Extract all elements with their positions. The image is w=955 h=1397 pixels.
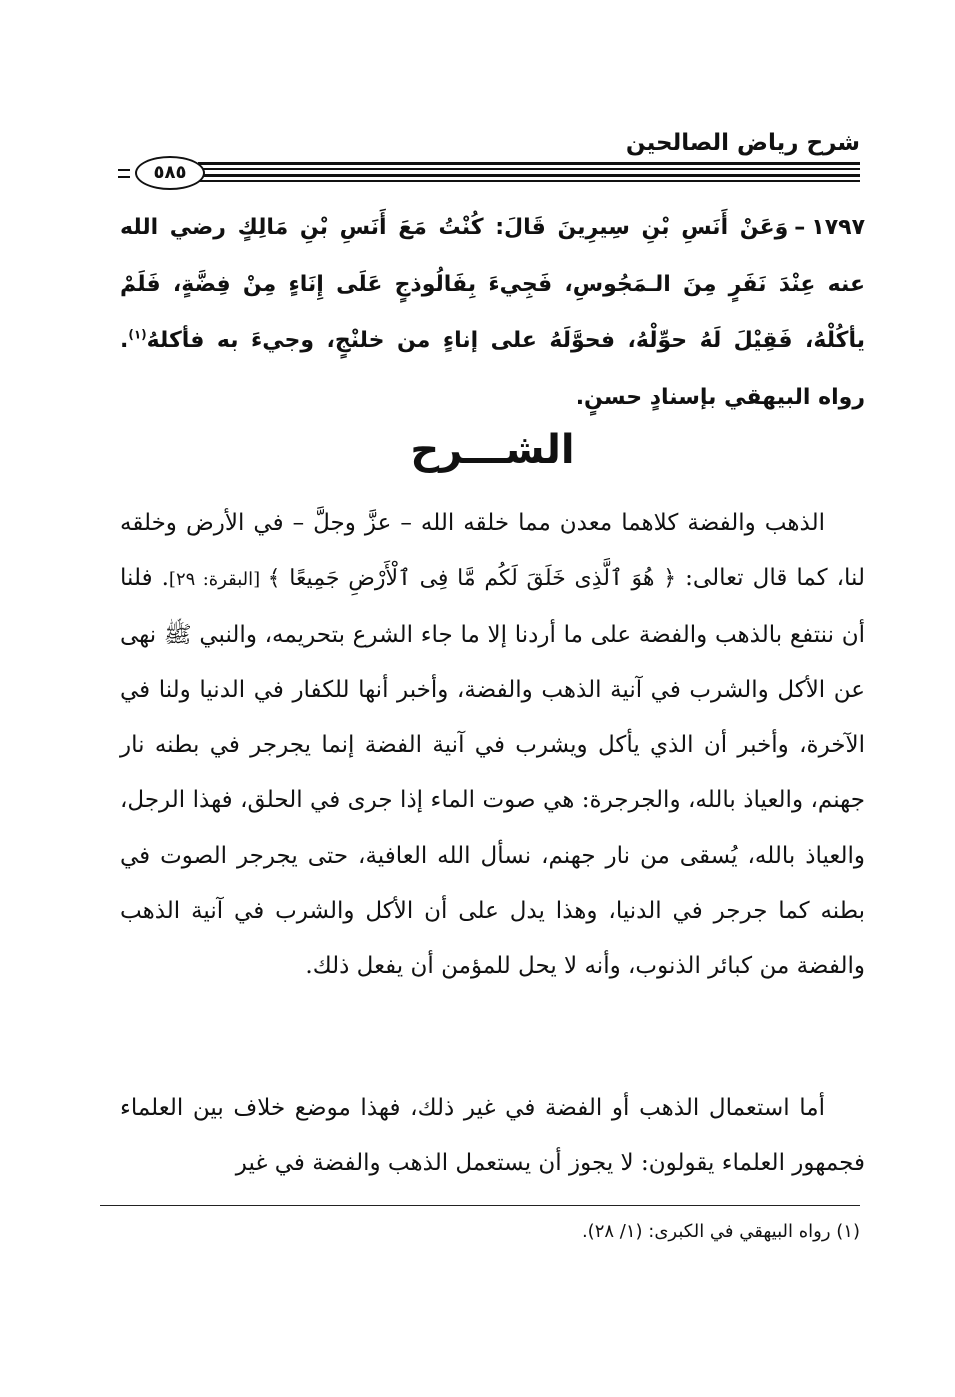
book-title: شرح رياض الصالحين xyxy=(625,130,860,156)
quran-verse: ﴿ هُوَ ٱلَّذِى خَلَقَ لَكُم مَّا فِى ٱلْأَرْضِ جَمِيعًا ﴾ xyxy=(267,566,677,592)
page-header xyxy=(118,118,860,198)
header-rule-ticks xyxy=(118,169,130,183)
footnote: (١) رواه البيهقي في الكبرى: (١/ ٢٨). xyxy=(581,1221,860,1242)
paragraph-body: . فلنا أن ننتفع بالذهب والفضة على ما أردنا إلا ما جاء الشرع بتحريمه، والنبي ﷺ نهى عن الأكل والشرب في آنية الذهب والفضة، وأخبر أنها للكفار في الدنيا ولنا في الآخرة، وأخبر أن الذي يأكل ويشرب في آنية الفضة إنما يجرجر في بطنه نار جهنم، والعياذ بالله، والجرجرة: هي صوت الماء إذا جرى في الحلق، فهذا الرجل، والعياذ بالله، يُسقى من نار جهنم، نسأل الله العافية، حتى يجرجر الصوت في بطنه كما جرجر في الدنيا، وهذا يدل على أن الأكل والشرب في آنية الذهب والفضة من كبائر الذنوب، وأنه لا يحل للمؤمن أن يفعل ذلك. xyxy=(120,565,865,980)
header-rule-line xyxy=(198,180,860,182)
header-rule-line xyxy=(198,162,860,165)
header-rule-line xyxy=(198,168,860,170)
header-rule xyxy=(118,154,860,198)
hadith-dash: – xyxy=(794,215,806,240)
header-rule-line xyxy=(198,174,860,177)
commentary-paragraph xyxy=(120,496,865,995)
hadith-number: ١٧٩٧ xyxy=(811,215,865,240)
section-heading: الشـــرح xyxy=(410,427,575,473)
hadith-text xyxy=(120,200,865,426)
footnote-reference[interactable]: (١) xyxy=(128,327,147,342)
paragraph-intro: الذهب والفضة كلاهما معدن مما خلقه الله – عزَّ وجلَّ – في الأرض وخلقه لنا، كما قال تعالى: xyxy=(120,510,866,592)
footnote-separator xyxy=(100,1205,860,1206)
page-number: ٥٨٥ xyxy=(135,156,205,190)
hadith-source: . رواه البيهقي بإسنادٍ حسنٍ. xyxy=(120,328,865,410)
hadith-body: وَعَنْ أَنَسِ بْنِ سِيرِينَ قَالَ: كُنْتُ مَعَ أَنَسِ بْنِ مَالِكٍ رضي الله عنه عِنْدَ نَفَرٍ مِنَ الـمَجُوسِ، فَجِيءَ بِفَالُوذجٍ عَلَى إِنَاءٍ مِنْ فِضَّةٍ، فَلَمْ يأكُلْهُ، فَقِيْلَ لَهُ حوِّلْهُ، فحوَّلَهُ على إناءٍ من خلنْجٍ، وجيءَ به فأكلهُ xyxy=(120,215,865,353)
quran-reference: [البقرة: ٢٩] xyxy=(168,569,268,591)
commentary-paragraph-2: أما استعمال الذهب أو الفضة في غير ذلك، فهذا موضع خلاف بين العلماء فجمهور العلماء يقولون: لا يجوز أن يستعمل الذهب والفضة في غير xyxy=(120,1095,865,1177)
